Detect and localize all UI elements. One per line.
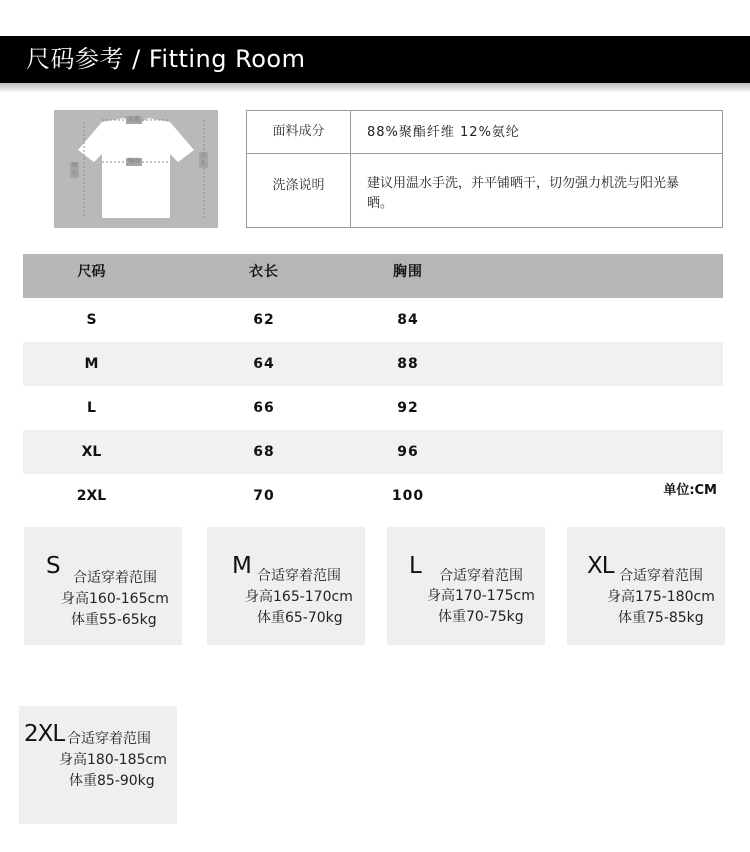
- fabric-label: 面料成分: [247, 111, 351, 153]
- cell-chest: 84: [397, 312, 419, 328]
- fit-size: M: [232, 553, 251, 579]
- fit-range: 合适穿着范围: [439, 568, 523, 584]
- table-row: [23, 342, 723, 386]
- fit-card-xl: [567, 527, 725, 645]
- fit-height: 身高180-185cm: [59, 752, 167, 768]
- fabric-value: 88%聚酯纤维 12%氨纶: [367, 125, 520, 140]
- table-row: [23, 386, 723, 430]
- washing-label: 洗涤说明: [247, 154, 351, 227]
- cell-chest: 96: [397, 444, 419, 460]
- fit-height: 身高170-175cm: [427, 588, 535, 604]
- unit-note: 单位:CM: [663, 483, 717, 498]
- cell-length: 70: [253, 488, 275, 504]
- washing-row: [247, 154, 722, 227]
- cell-length: 66: [253, 400, 275, 416]
- fit-card-s: [24, 527, 182, 645]
- header-shadow: [0, 83, 750, 93]
- table-row: [23, 298, 723, 342]
- fabric-info-table: [246, 110, 723, 228]
- fit-weight: 体重65-70kg: [257, 610, 343, 626]
- fit-weight: 体重55-65kg: [71, 612, 157, 628]
- fit-weight: 体重70-75kg: [438, 609, 524, 625]
- fit-card-2xl: [19, 706, 177, 824]
- fit-size: L: [409, 553, 421, 579]
- table-row: [23, 430, 723, 474]
- cell-chest: 92: [397, 400, 419, 416]
- header-length: 衣长: [249, 264, 279, 280]
- cell-size: 2XL: [76, 488, 107, 504]
- size-table: [23, 254, 723, 518]
- cell-size: S: [86, 312, 97, 328]
- cell-chest: 100: [391, 488, 425, 504]
- fit-height: 身高165-170cm: [245, 589, 353, 605]
- fit-weight: 体重85-90kg: [69, 773, 155, 789]
- cell-size: M: [84, 356, 99, 372]
- fit-size: XL: [587, 553, 614, 579]
- washing-value: 建议用温水手洗，并平铺晒干，切勿强力机洗与阳光暴晒。: [367, 176, 680, 211]
- fit-card-l: [387, 527, 545, 645]
- fit-size: 2XL: [24, 721, 65, 747]
- page-title: 尺码参考 / Fitting Room: [0, 36, 750, 83]
- fit-weight: 体重75-85kg: [618, 610, 704, 626]
- fit-height: 身高175-180cm: [607, 589, 715, 605]
- fit-range: 合适穿着范围: [257, 568, 341, 584]
- header-size: 尺码: [77, 264, 106, 280]
- shoulder-label: 肩宽: [128, 116, 141, 123]
- fit-card-m: [207, 527, 365, 645]
- fit-range: 合适穿着范围: [73, 570, 157, 586]
- fit-height: 身高160-165cm: [61, 591, 169, 607]
- fit-range: 合适穿着范围: [67, 731, 151, 747]
- fit-size: S: [46, 553, 60, 579]
- cell-length: 62: [253, 312, 275, 328]
- fabric-row: [247, 111, 722, 154]
- chest-label: 胸围: [128, 158, 141, 165]
- header-chest: 胸围: [393, 264, 423, 280]
- size-table-header: [23, 254, 723, 298]
- cell-length: 68: [253, 444, 275, 460]
- cell-chest: 88: [397, 356, 419, 372]
- fit-range: 合适穿着范围: [619, 568, 703, 584]
- table-row: [23, 474, 723, 518]
- cell-size: XL: [81, 444, 102, 460]
- cell-size: L: [87, 400, 96, 416]
- shirt-measurement-diagram: [54, 110, 218, 228]
- length-label: 衣长: [200, 152, 207, 167]
- cell-length: 64: [253, 356, 275, 372]
- sleeve-label: 袖长: [71, 162, 78, 177]
